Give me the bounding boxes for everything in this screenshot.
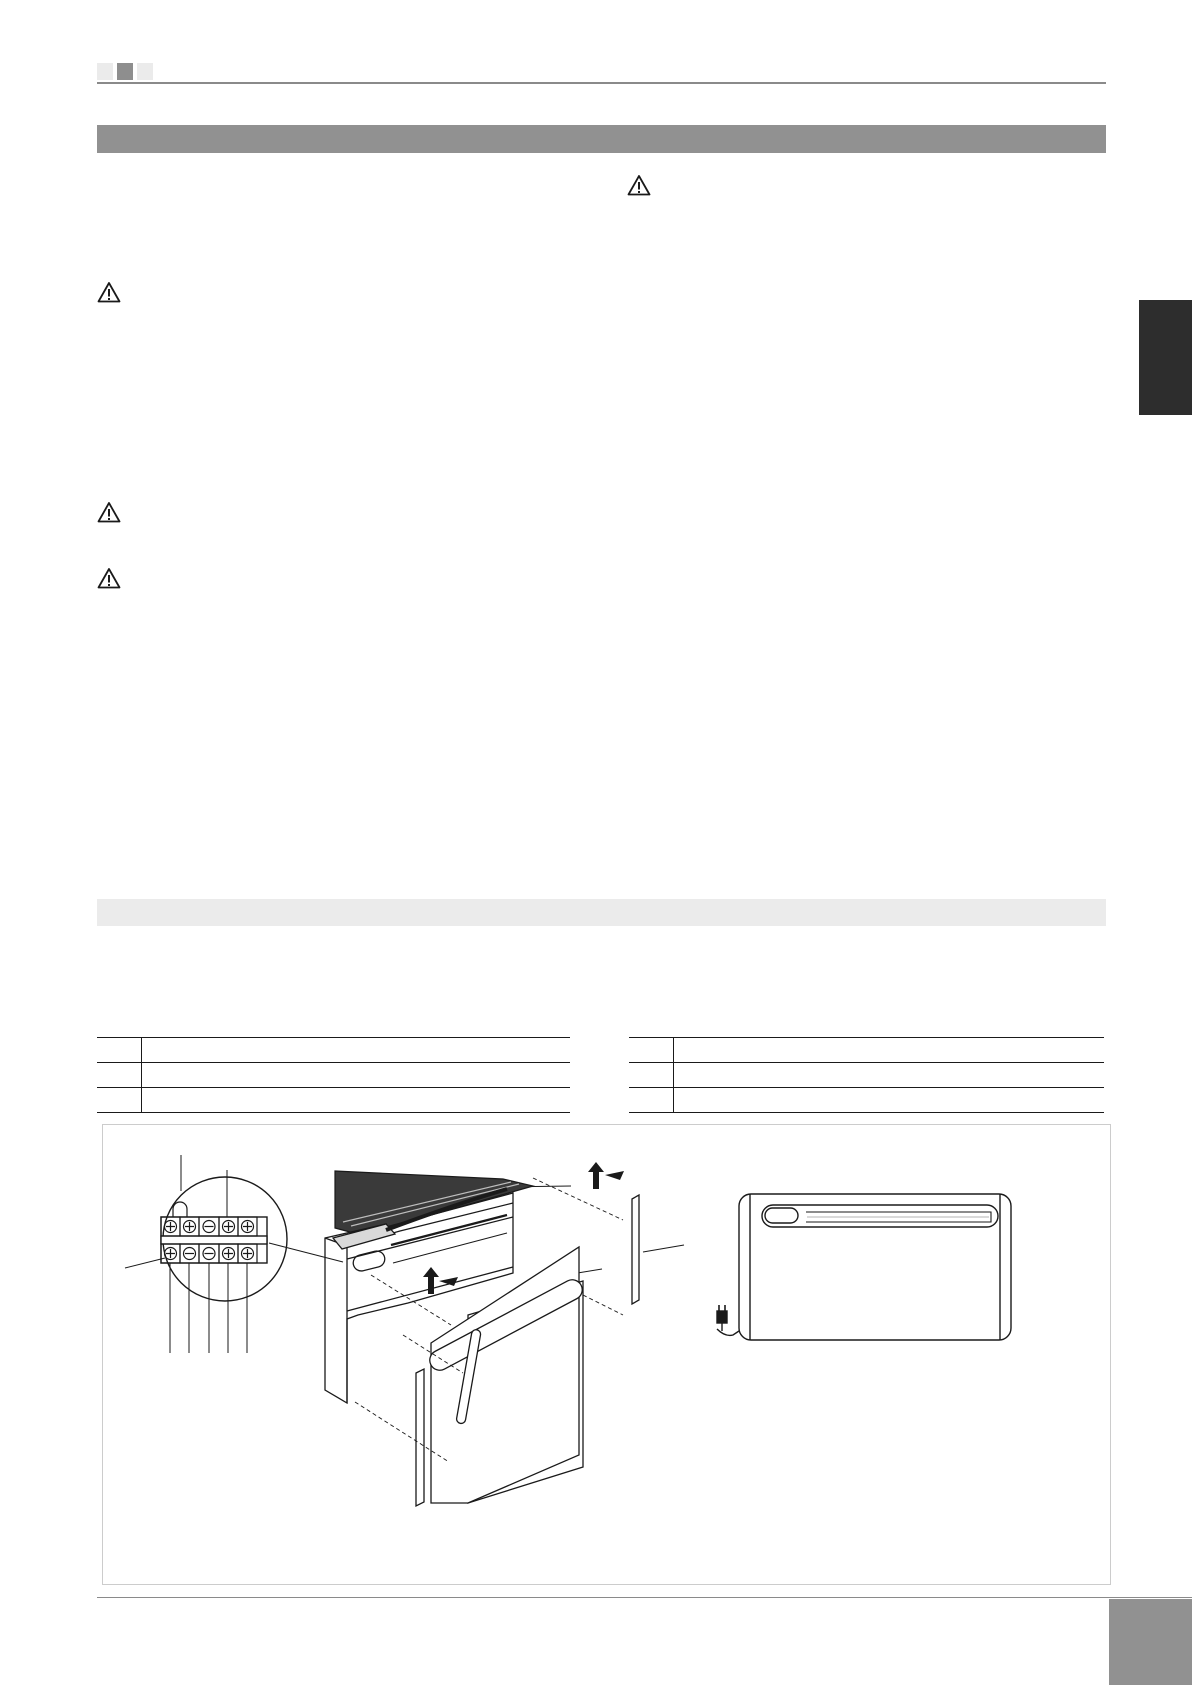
warning-triangle-icon <box>97 567 121 589</box>
louvre-grille <box>335 1171 533 1235</box>
header-rule <box>97 82 1106 84</box>
table-row <box>629 1063 1104 1088</box>
installation-figure <box>103 1125 1112 1586</box>
warning-triangle-icon <box>97 281 121 303</box>
legend-table-right <box>629 1037 1104 1113</box>
table-row <box>629 1038 1104 1063</box>
footer-rule <box>97 1597 1192 1598</box>
figure-frame <box>102 1124 1111 1585</box>
header-chip-dark <box>117 63 133 80</box>
header-chip-light-1 <box>97 63 113 80</box>
electric-plug-icon <box>717 1305 739 1335</box>
corner-tab <box>1109 1599 1192 1685</box>
warning-triangle-icon <box>627 174 651 196</box>
warning-triangle-icon <box>97 501 121 523</box>
front-view-unit <box>739 1194 1011 1340</box>
table-row <box>97 1038 570 1063</box>
table-row <box>97 1088 570 1113</box>
table-row <box>97 1063 570 1088</box>
table-row <box>629 1088 1104 1113</box>
subsection-banner <box>97 899 1106 926</box>
section-banner <box>97 125 1106 153</box>
side-tab <box>1139 300 1192 415</box>
header-chip-light-2 <box>137 63 153 80</box>
front-panel <box>426 1247 585 1503</box>
legend-table-left <box>97 1037 570 1113</box>
